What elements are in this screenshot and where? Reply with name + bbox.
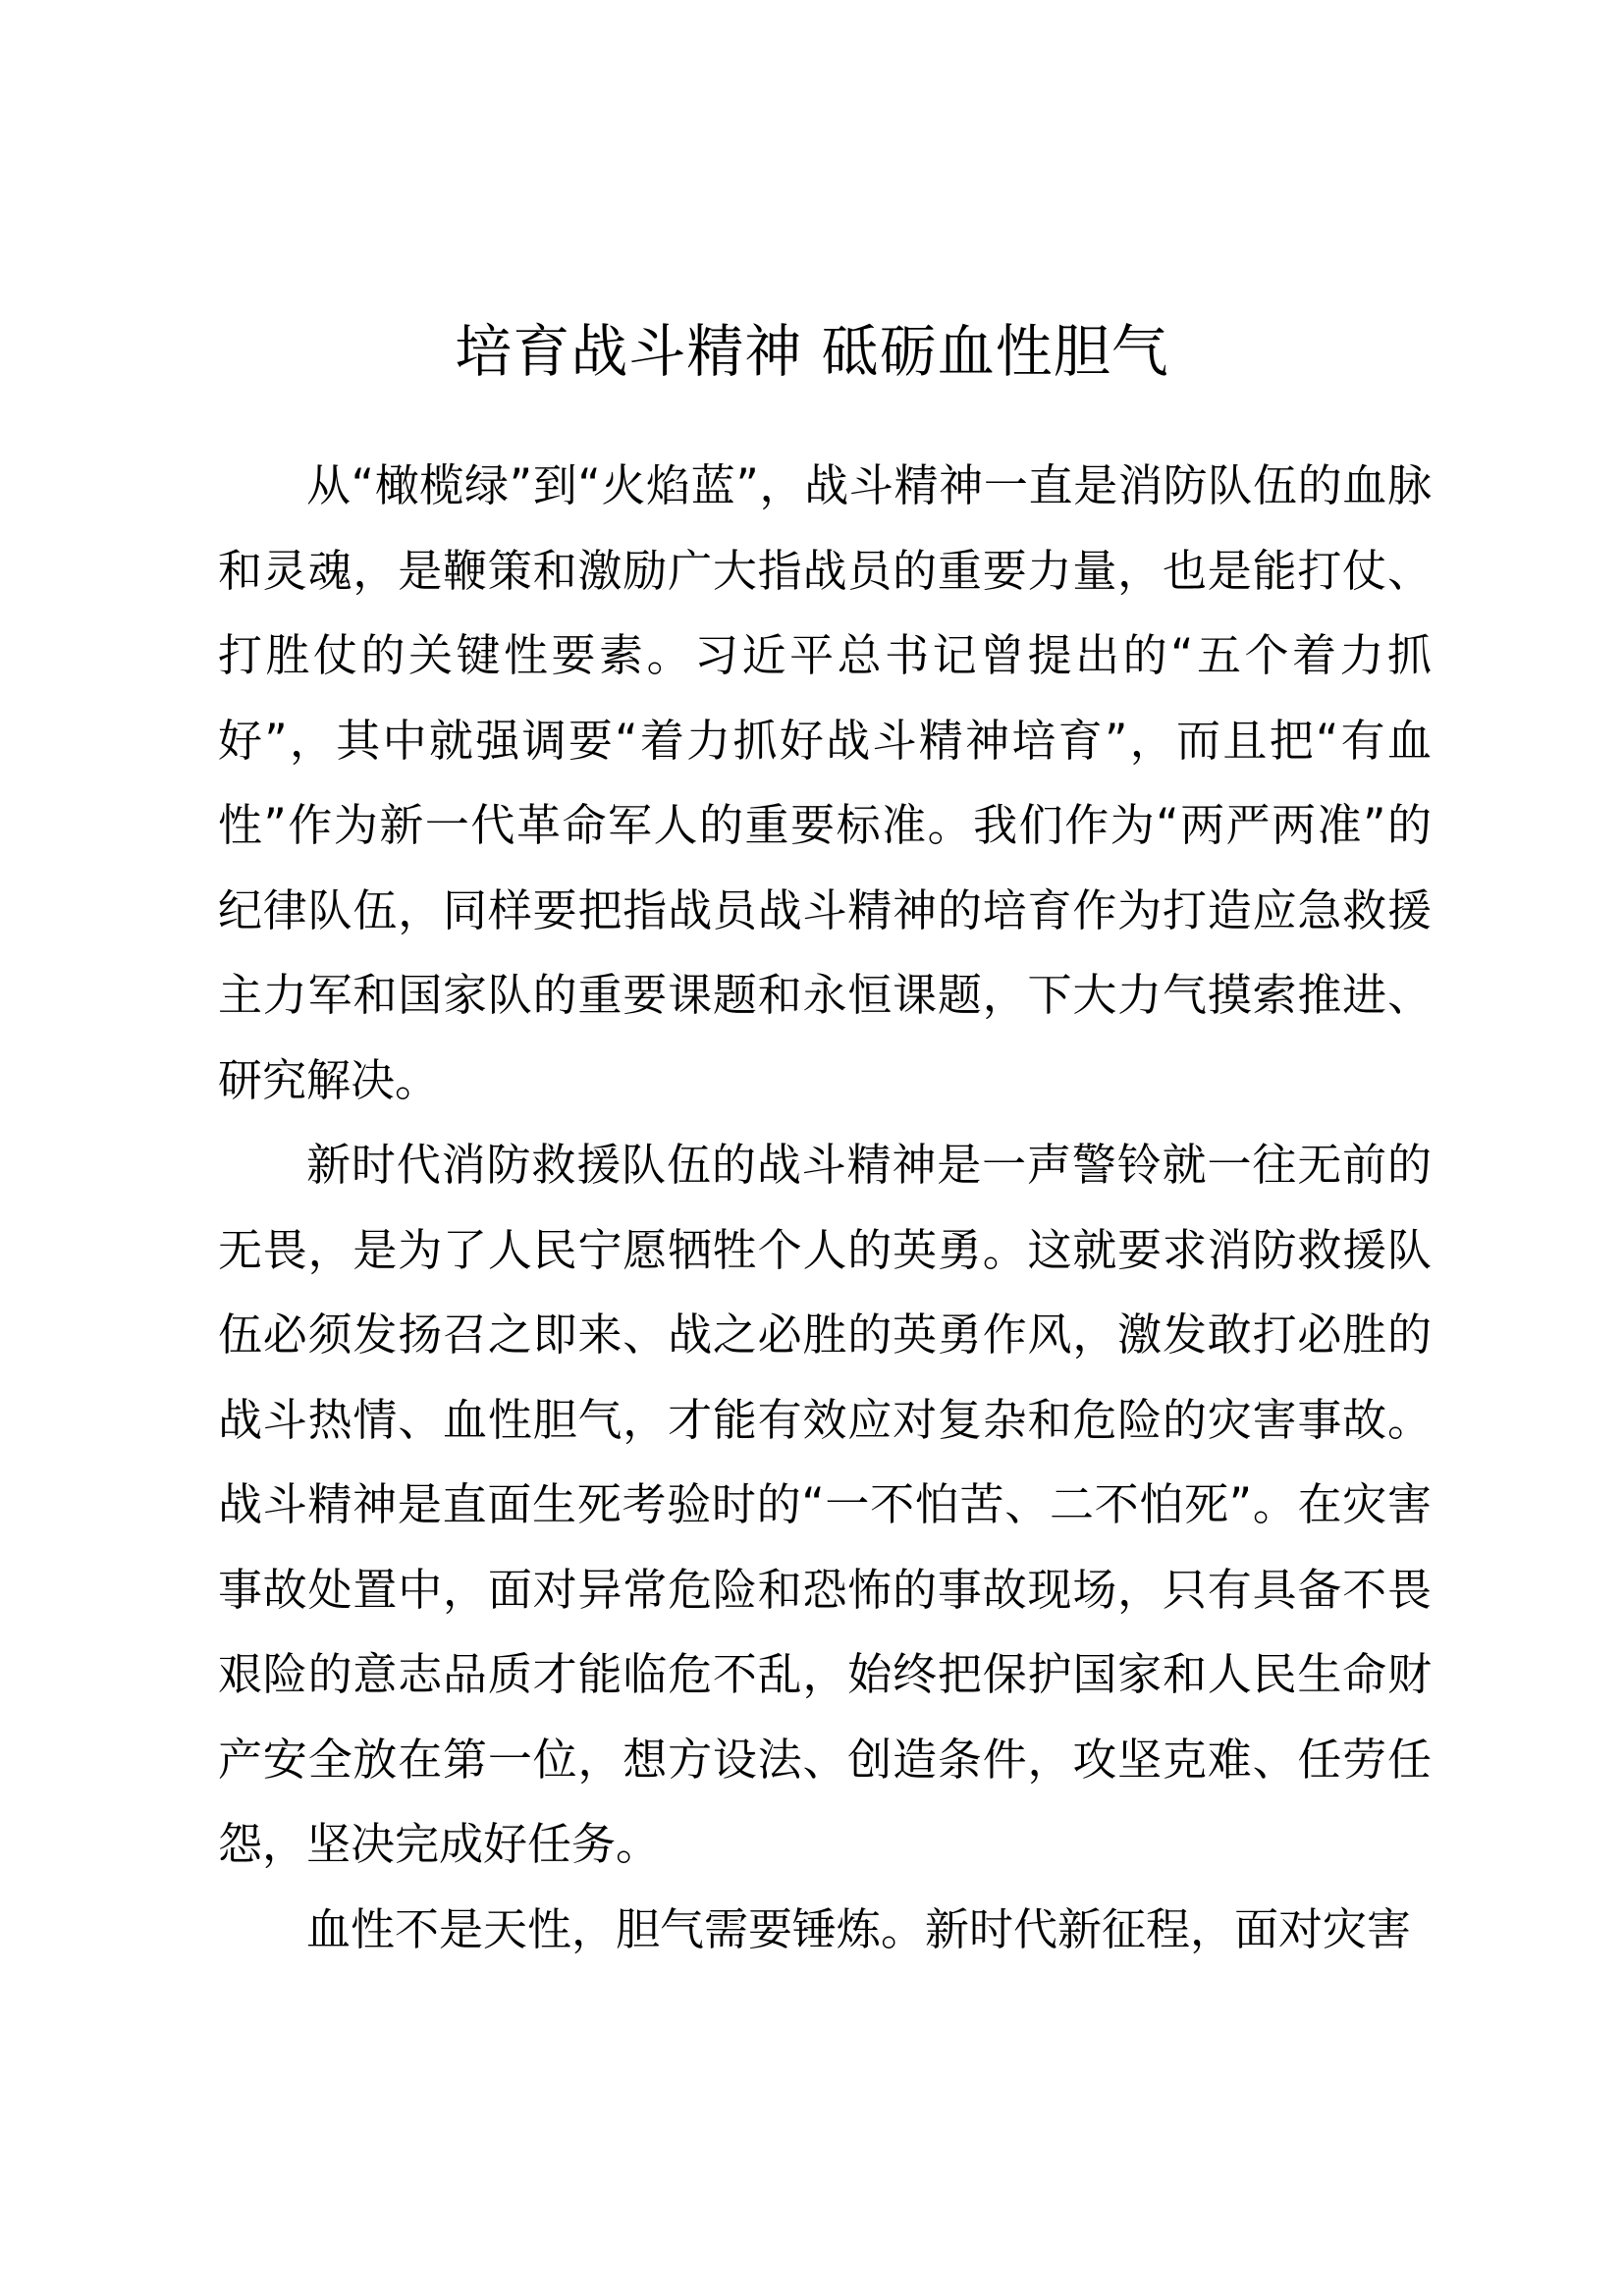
document-body [218,444,1432,1972]
paragraph-1: 从“橄榄绿”到“火焰蓝”，战斗精神一直是消防队伍的血脉和灵魂，是鞭策和激励广大指战员的重要力量，也是能打仗、打胜仗的关键性要素。习近平总书记曾提出的“五个着力抓好”，其中就强调要“着力抓好战斗精神培育”，而且把“有血性”作为新一代革命军人的重要标准。我们作为“两严两准”的纪律队伍，同样要把指战员战斗精神的培育作为打造应急救援主力军和国家队的重要课题和永恒课题，下大力气摸索推进、研究解决。 [218,459,1432,1106]
paragraph-2: 新时代消防救援队伍的战斗精神是一声警铃就一往无前的无畏，是为了人民宁愿牺牲个人的英勇。这就要求消防救援队伍必须发扬召之即来、战之必胜的英勇作风，激发敢打必胜的战斗热情、血性胆气，才能有效应对复杂和危险的灾害事故。战斗精神是直面生死考验时的“一不怕苦、二不怕死”。在灾害事故处置中，面对异常危险和恐怖的事故现场，只有具备不畏艰险的意志品质才能临危不乱，始终把保护国家和人民生命财产安全放在第一位，想方设法、创造条件，攻坚克难、任劳任怨，坚决完成好任务。 [218,1139,1432,1870]
paragraph-3: 血性不是天性，胆气需要锤炼。新时代新征程，面对灾害 [306,1902,1412,1955]
document-title: 培育战斗精神 砥砺血性胆气 [455,318,1169,385]
